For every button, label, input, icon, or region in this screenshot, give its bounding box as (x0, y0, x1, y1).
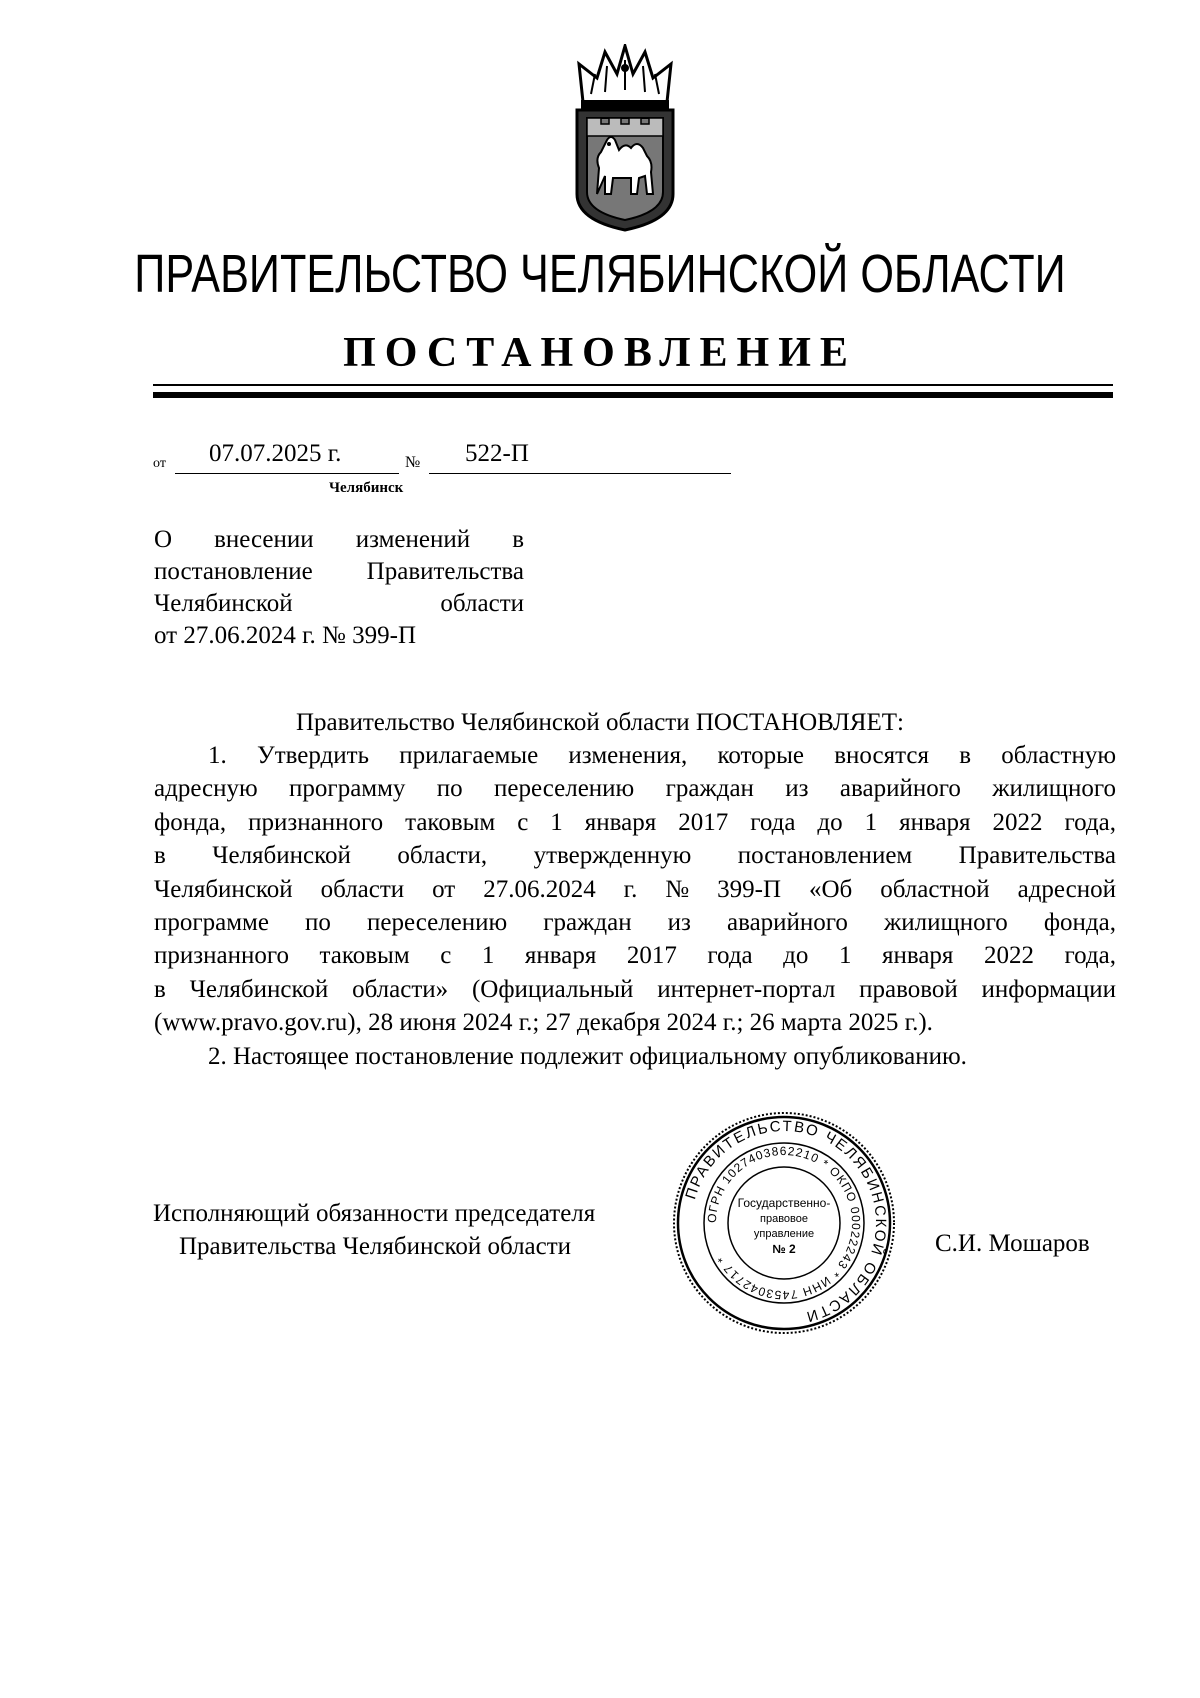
subject-line: О внесении изменений в (154, 526, 524, 553)
body-line: признанного таковым с 1 января 2017 года до 1 января 2022 года, (154, 942, 1116, 970)
date-underline (175, 473, 399, 474)
body-line: в Челябинской области» (Официальный интернет-портал правовой информации (154, 975, 1116, 1003)
organization-title: ПРАВИТЕЛЬСТВО ЧЕЛЯБИНСКОЙ ОБЛАСТИ (134, 244, 1066, 304)
registration-row (153, 440, 653, 480)
document-type-title: ПОСТАНОВЛЕНИЕ (343, 330, 857, 376)
document-date: 07.07.2025 г. (209, 440, 342, 467)
subject-line: от 27.06.2024 г. № 399-П (154, 622, 417, 649)
date-label: от (153, 456, 166, 471)
signatory-position (153, 1197, 653, 1263)
seal-center-line: № 2 (772, 1242, 796, 1256)
number-label: № (405, 454, 421, 471)
body-line: адресную программу по переселению граждан из аварийного жилищного (154, 775, 1116, 803)
signatory-name: С.И. Мошаров (935, 1230, 1090, 1257)
body-line: (www.pravo.gov.ru), 28 июня 2024 г.; 27 декабря 2024 г.; 26 марта 2025 г.). (154, 1009, 933, 1037)
issue-city: Челябинск (329, 480, 404, 496)
official-seal-icon (668, 1107, 900, 1339)
signatory-position-line: Правительства Челябинской области (179, 1233, 572, 1260)
header-divider-thin (153, 384, 1113, 386)
seal-center-line: Государственно- (737, 1196, 831, 1210)
signatory-position-line: Исполняющий обязанности председателя (153, 1200, 596, 1227)
body-line: программе по переселению граждан из аварийного жилищного фонда, (154, 908, 1116, 936)
subject-line: Челябинской области (154, 590, 524, 617)
seal-center-line: правовое (760, 1213, 808, 1225)
body-line: 1. Утвердить прилагаемые изменения, которые вносятся в областную (208, 742, 1116, 769)
chelyabinsk-coat-of-arms-icon (561, 44, 689, 234)
body-line: Челябинской области от 27.06.2024 г. № 399-П «Об областной адресной (154, 875, 1116, 903)
body-line: фонда, признанного таковым с 1 января 2017 года до 1 января 2022 года, (154, 808, 1116, 836)
document-number: 522-П (465, 440, 529, 467)
resolution-body (154, 739, 1116, 1073)
body-line: в Челябинской области, утвержденную постановлением Правительства (154, 842, 1116, 870)
body-line: 2. Настоящее постановление подлежит официальному опубликованию. (208, 1042, 967, 1070)
document-subject (154, 524, 524, 652)
resolution-intro: Правительство Челябинской области ПОСТАНОВЛЯЕТ: (296, 709, 904, 736)
header-divider-thick (153, 392, 1113, 398)
subject-line: постановление Правительства (154, 558, 524, 585)
seal-center-line: управление (753, 1228, 815, 1240)
number-underline (429, 473, 731, 474)
seal-ring-text: ОГРН 1027403862210 * ОКПО 00022243 * ИНН 7453042717 * (704, 1143, 864, 1303)
seal-outer-text: ПРАВИТЕЛЬСТВО ЧЕЛЯБИНСКОЙ ОБЛАСТИ (682, 1117, 890, 1326)
